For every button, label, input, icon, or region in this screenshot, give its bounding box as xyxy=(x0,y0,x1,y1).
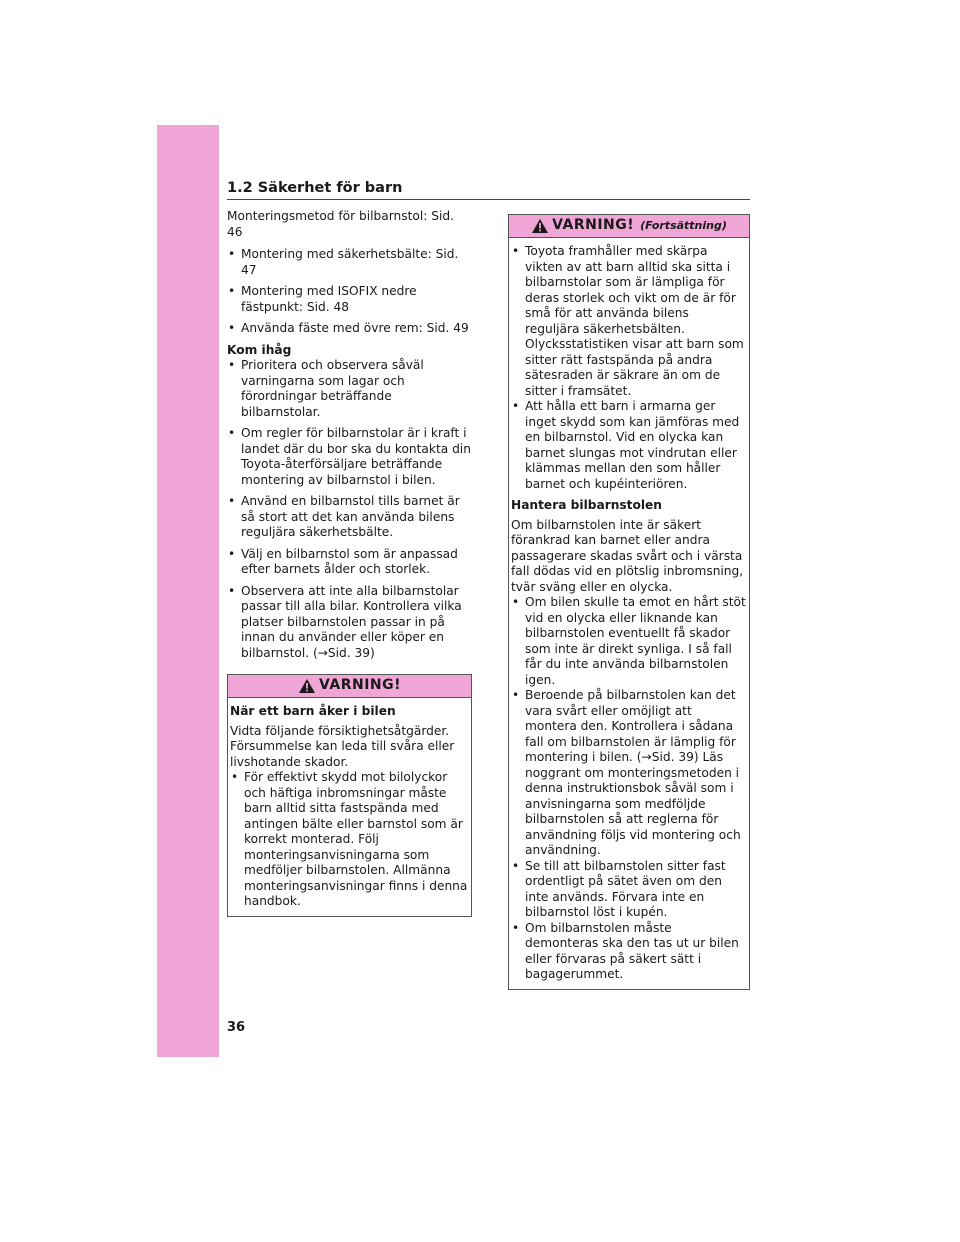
warning-title: VARNING! xyxy=(318,677,402,694)
list-item: • Se till att bilbarnstolen sitter fast ordentligt på sätet även om den inte används. Förvara inte en bilbarnstol löst i kupén. xyxy=(511,859,747,921)
warning-list xyxy=(230,770,469,910)
warning-subheading: När ett barn åker i bilen xyxy=(230,704,396,718)
warning-list-bottom xyxy=(511,595,747,983)
list-item: • Använd en bilbarnstol tills barnet är så stort att det kan använda bilens reguljära säkerhetsbälte. xyxy=(227,494,472,541)
list-item: • Att hålla ett barn i armarna ger inget skydd som kan jämföras med en bilbarnstol. Vid en olycka kan barnet slungas mot vindrutan eller klämmas mellan den som håller barnet och kupéinteriören. xyxy=(511,399,747,492)
list-item: • Beroende på bilbarnstolen kan det vara svårt eller omöjligt att montera den. Kontrollera i sådana fall om bilbarnstolen är lämplig för montering i bilen. (→Sid. 39) Läs noggrant om monteringsmetoden i denna instruktionsbok såväl som i anvisningarna som medföljde bilbarnstolen så att reglerna för användning följs vid montering och användning. xyxy=(511,688,747,859)
warning-box-continued xyxy=(508,214,750,990)
warning-box xyxy=(227,674,472,917)
warning-text: Om bilbarnstolen inte är säkert förankrad kan barnet eller andra passagerare skadas svårt och i värsta fall dödas vid en plötslig inbromsning, tvär sväng eller en olycka. xyxy=(511,517,744,594)
list-item: • Prioritera och observera såväl varningarna som lagar och förordningar beträffande bilbarnstolar. xyxy=(227,358,472,420)
warning-continued-label: (Fortsättning) xyxy=(640,219,727,233)
section-header: 1.2 Säkerhet för barn xyxy=(227,180,403,196)
install-method-intro: Monteringsmetod för bilbarnstol: Sid. 46 xyxy=(227,209,454,239)
warning-triangle-icon xyxy=(298,678,316,694)
list-item: • Toyota framhåller med skärpa vikten av att barn alltid ska sitta i bilbarnstolar som är lämpliga för deras storlek och vikt om de är för små för att använda bilens reguljära säkerhetsbälten. Olycksstatistiken visar att barn som sitter rätt fastspända på andra sätesraden är säkrare än om de sitter i framsätet. xyxy=(511,244,747,399)
warning-triangle-icon xyxy=(531,218,549,234)
warning-header xyxy=(228,675,471,698)
warning-subheading: Hantera bilbarnstolen xyxy=(511,498,662,512)
list-item: • Om bilen skulle ta emot en hårt stöt vid en olycka eller liknande kan bilbarnstolen eventuellt få skador som inte är direkt synliga. I så fall får du inte använda bilbarnstolen igen. xyxy=(511,595,747,688)
chapter-side-tab xyxy=(157,125,219,1057)
page-number: 36 xyxy=(227,1020,246,1035)
list-item: • Observera att inte alla bilbarnstolar passar till alla bilar. Kontrollera vilka platser bilbarnstolen passar in på innan du använder eller köper en bilbarnstol. (→Sid. 39) xyxy=(227,584,472,662)
list-item: • Montering med ISOFIX nedre fästpunkt: Sid. 48 xyxy=(227,284,472,315)
list-item: • Välj en bilbarnstol som är anpassad efter barnets ålder och storlek. xyxy=(227,547,472,578)
warning-body xyxy=(228,698,471,916)
warning-header xyxy=(509,215,749,238)
remember-heading: Kom ihåg xyxy=(227,342,292,357)
warning-body xyxy=(509,238,749,989)
left-column xyxy=(227,209,472,917)
warning-list-top xyxy=(511,244,747,492)
warning-title: VARNING! xyxy=(552,217,635,234)
warning-text: Vidta följande försiktighetsåtgärder. Försummelse kan leda till svåra eller livshotande skador. xyxy=(230,723,455,769)
list-item: • Om bilbarnstolen måste demonteras ska den tas ut ur bilen eller förvaras på säkert sätt i bagagerummet. xyxy=(511,921,747,983)
list-item: • För effektivt skydd mot bilolyckor och häftiga inbromsningar måste barn alltid sitta fastspända med antingen bälte eller barnstol som är korrekt monterad. Följ monteringsanvisningarna som medföljer bilbarnstolen. Allmänna monteringsanvisningar finns i denna handbok. xyxy=(230,770,469,910)
remember-list xyxy=(227,358,472,661)
list-item: • Montering med säkerhetsbälte: Sid. 47 xyxy=(227,247,472,278)
section-divider xyxy=(227,199,750,200)
list-item: • Om regler för bilbarnstolar är i kraft i landet där du bor ska du kontakta din Toyota-återförsäljare beträffande montering av bilbarnstol i bilen. xyxy=(227,426,472,488)
list-item: • Använda fäste med övre rem: Sid. 49 xyxy=(227,321,472,337)
right-column xyxy=(508,214,750,990)
install-method-list xyxy=(227,247,472,337)
